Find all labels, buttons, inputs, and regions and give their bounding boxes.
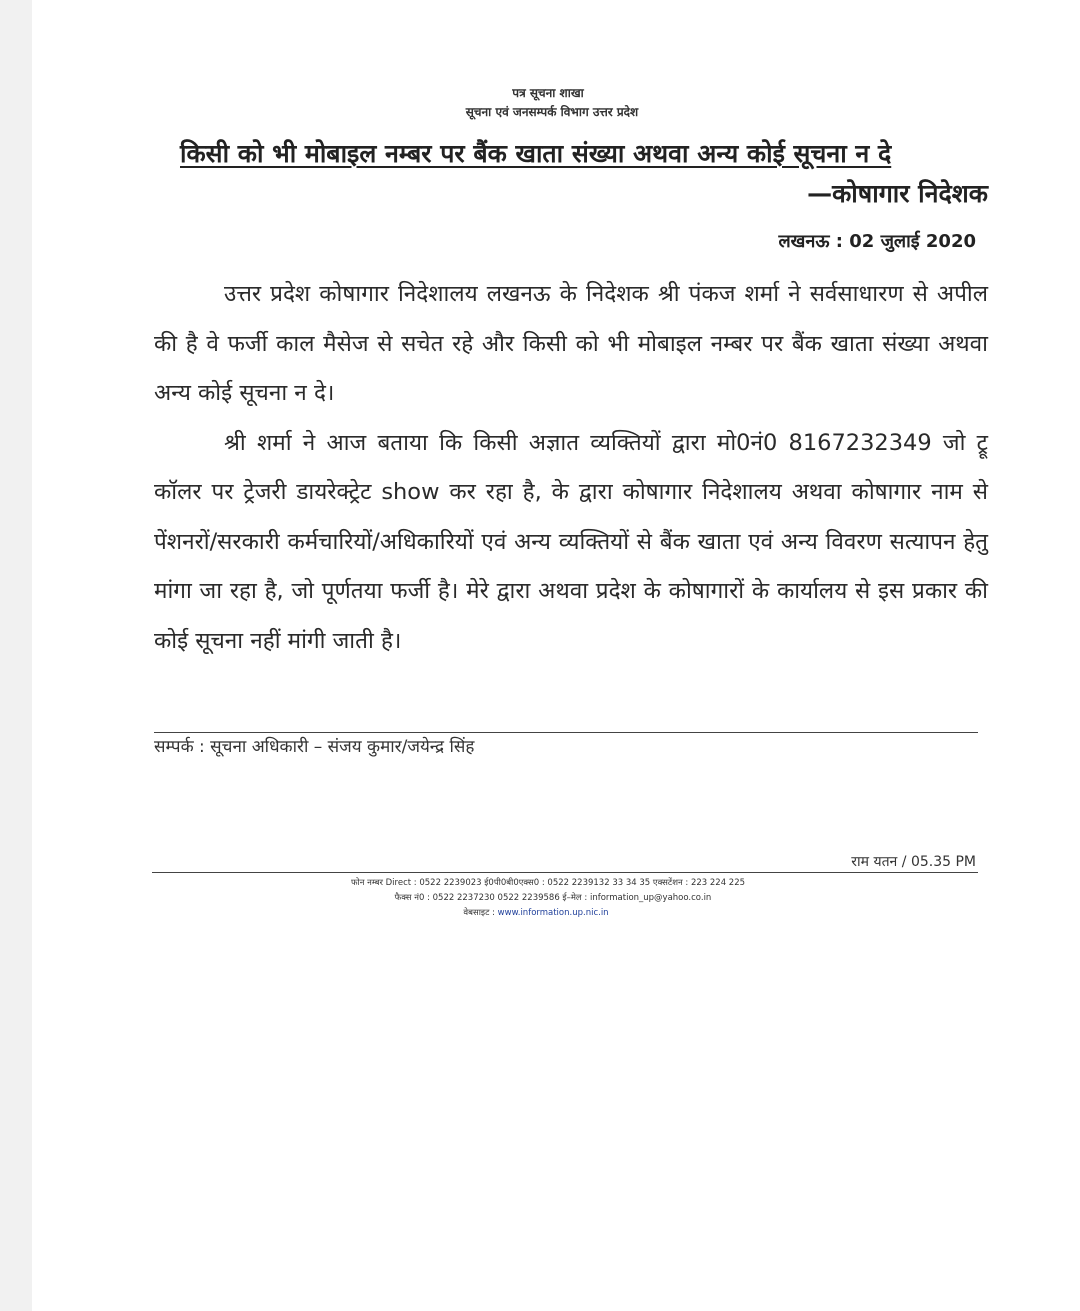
author-time-stamp: राम यतन / 05.35 PM [851,854,976,870]
department-name: सूचना एवं जनसम्पर्क विभाग उत्तर प्रदेश [465,105,639,119]
footer-fax-label: फैक्स नं0 : 0522 2237230 0522 2239586 ई–मेल : [394,893,590,903]
footer-fax-email [29,892,1077,903]
footer-email-link[interactable]: information_up@yahoo.co.in [589,893,712,903]
branch-name: पत्र सूचना शाखा [512,86,584,100]
press-release-body [154,270,988,666]
footer-divider-line [152,872,978,873]
body-paragraph-2: श्री शर्मा ने आज बताया कि किसी अज्ञात व्यक्तियों द्वारा मो0नं0 8167232349 जो ट्रू कॉलर पर ट्रेजरी डायरेक्ट्रेट show कर रहा है, के द्वारा कोषागार निदेशालय अथवा कोषागार नाम से पेंशनरों/सरकारी कर्मचारियों/अधिकारियों एवं अन्य व्यक्तियों से बैंक खाता एवं अन्य विवरण सत्यापन हेतु मांगा जा रहा है, जो पूर्णतया फर्जी है। मेरे द्वारा अथवा प्रदेश के कोषागारों के कार्यालय से इस प्रकार की कोई सूचना नहीं मांगी जाती है। [154,429,988,654]
press-release-subhead: —कोषागार निदेशक [807,179,988,208]
footer-website [12,907,1060,918]
press-release-page [32,0,1080,1311]
press-release-headline: किसी को भी मोबाइल नम्बर पर बैंक खाता संख्या अथवा अन्य कोई सूचना न दे [180,139,892,168]
divider-line [154,732,978,733]
dateline: लखनऊ : 02 जुलाई 2020 [778,231,976,252]
footer-phone: फोन नम्बर Direct : 0522 2239023 ई0पी0बी0एक्स0 : 0522 2239132 33 34 35 एक्सटेंशन : 223 224 225 [350,878,746,888]
body-paragraph-1: उत्तर प्रदेश कोषागार निदेशालय लखनऊ के निदेशक श्री पंकज शर्मा ने सर्वसाधारण से अपील की है वे फर्जी काल मैसेज से सचेत रहे और किसी को भी मोबाइल नम्बर पर बैंक खाता संख्या अथवा अन्य कोई सूचना न दे। [154,281,988,406]
contact-line: सम्पर्क : सूचना अधिकारी – संजय कुमार/जयेन्द्र सिंह [154,737,475,757]
footer-website-label: वेबसाइट : [463,908,498,918]
footer-website-link[interactable]: www.information.up.nic.in [497,908,609,918]
